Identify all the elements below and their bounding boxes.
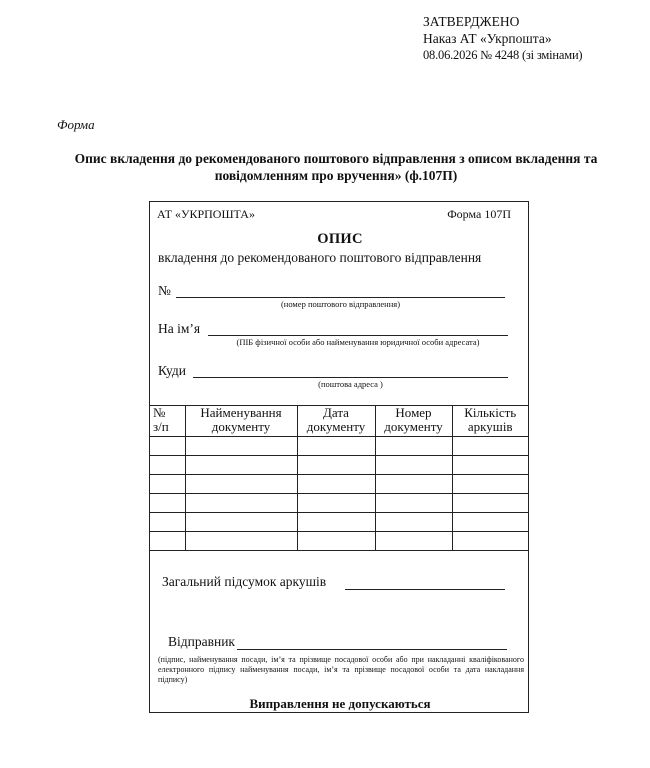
table-cell[interactable]	[452, 532, 528, 551]
column-header-document-name: Найменування документу	[185, 406, 297, 437]
table-body	[150, 437, 528, 551]
form-subtitle: вкладення до рекомендованого поштового відправлення	[158, 250, 482, 265]
form-107p-box	[149, 201, 529, 713]
table-row	[150, 437, 528, 456]
recipient-name-field[interactable]	[208, 335, 508, 336]
form-title: ОПИС	[317, 231, 363, 247]
form-code: Форма 107П	[447, 207, 511, 221]
table-cell[interactable]	[375, 475, 452, 494]
approval-order: Наказ АТ «Укрпошта»	[423, 31, 552, 46]
organization-name: АТ «УКРПОШТА»	[157, 207, 255, 221]
recipient-name-hint: (ПІБ фізичної особи або найменування юридичної особи адресата)	[236, 337, 480, 347]
table-cell[interactable]	[452, 494, 528, 513]
table-cell[interactable]	[452, 456, 528, 475]
table-cell[interactable]	[452, 437, 528, 456]
table-cell[interactable]	[375, 456, 452, 475]
sender-label: Відправник	[168, 634, 235, 649]
table-cell[interactable]	[375, 494, 452, 513]
column-header-document-number: Номер документу	[375, 406, 452, 437]
table-cell[interactable]	[185, 437, 297, 456]
approval-stamp	[423, 13, 582, 64]
document-title	[20, 150, 650, 184]
table-cell[interactable]	[452, 513, 528, 532]
table-cell[interactable]	[375, 513, 452, 532]
recipient-name-label: На ім’я	[158, 321, 201, 336]
table-row	[150, 532, 528, 551]
no-corrections-note: Виправлення не допускаються	[249, 696, 431, 711]
table-cell[interactable]	[150, 475, 185, 494]
table-cell[interactable]	[185, 513, 297, 532]
total-sheets-label: Загальний підсумок аркушів	[162, 574, 327, 589]
table-row	[150, 475, 528, 494]
sender-hint: (підпис, найменування посади, ім’я та прізвище посадової особи або при накладанні кваліфікованого електронного підпису найменування посади, ім’я та прізвище посадової особи та дата накладання підпису)	[158, 655, 524, 684]
address-label: Куди	[158, 363, 186, 378]
column-header-document-date: Дата документу	[297, 406, 375, 437]
table-cell[interactable]	[297, 513, 375, 532]
table-row	[150, 513, 528, 532]
table-cell[interactable]	[150, 494, 185, 513]
approval-title: ЗАТВЕРДЖЕНО	[423, 14, 520, 29]
address-hint: (поштова адреса )	[318, 379, 383, 389]
address-field[interactable]	[193, 377, 508, 378]
table-cell[interactable]	[452, 475, 528, 494]
approval-date: 08.06.2026 № 4248 (зі змінами)	[423, 48, 583, 62]
column-header-index: № з/п	[150, 406, 185, 437]
table-cell[interactable]	[185, 532, 297, 551]
table-cell[interactable]	[185, 475, 297, 494]
number-field[interactable]	[176, 297, 505, 298]
table-row	[150, 494, 528, 513]
table-cell[interactable]	[375, 532, 452, 551]
table-cell[interactable]	[150, 456, 185, 475]
document-title-line-1: Опис вкладення до рекомендованого поштового відправлення з описом вкладення та	[74, 151, 598, 166]
form-label: Форма	[57, 117, 95, 132]
table-cell[interactable]	[185, 456, 297, 475]
documents-table	[150, 405, 528, 551]
total-sheets-field[interactable]	[345, 589, 505, 590]
table-header-row	[150, 406, 528, 437]
table-cell[interactable]	[297, 437, 375, 456]
number-hint: (номер поштового відправлення)	[280, 299, 401, 309]
document-title-line-2: повідомленням про вручення» (ф.107П)	[214, 168, 458, 183]
number-label: №	[158, 283, 171, 298]
sender-field[interactable]	[237, 649, 507, 650]
table-cell[interactable]	[297, 532, 375, 551]
table-row	[150, 456, 528, 475]
table-cell[interactable]	[297, 475, 375, 494]
column-header-sheet-count: Кількість аркушів	[452, 406, 528, 437]
table-cell[interactable]	[150, 513, 185, 532]
table-cell[interactable]	[185, 494, 297, 513]
table-cell[interactable]	[150, 532, 185, 551]
table-cell[interactable]	[375, 437, 452, 456]
table-cell[interactable]	[297, 494, 375, 513]
table-cell[interactable]	[297, 456, 375, 475]
table-cell[interactable]	[150, 437, 185, 456]
